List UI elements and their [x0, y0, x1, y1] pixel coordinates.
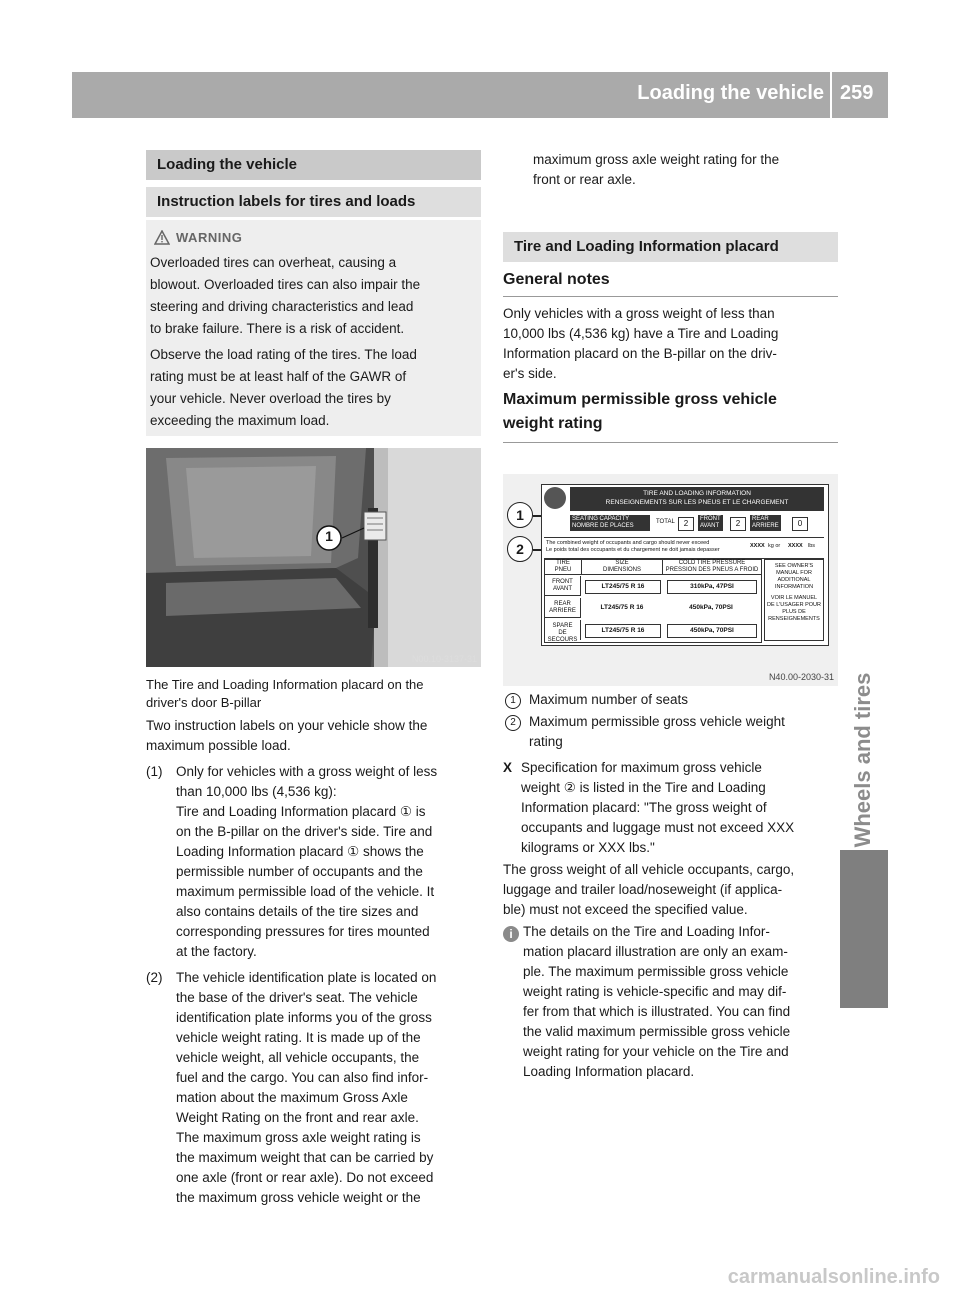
col-tire-text: PNEU: [554, 567, 572, 573]
see-manual-box: [764, 559, 824, 641]
item1-line: at the factory.: [176, 944, 257, 959]
general-line: er's side.: [503, 366, 557, 381]
row-spare-text: DE SECOURS: [547, 630, 578, 643]
figure-code: N40.00-2030-31: [768, 672, 834, 682]
warning-line: to brake failure. There is a risk of accident.: [150, 321, 405, 336]
warning-line: Observe the load rating of the tires. The load: [150, 347, 417, 362]
placard-title-line: RENSEIGNEMENTS SUR LES PNEUS ET LE CHARGEMENT: [605, 499, 789, 506]
seating-text: SEATING CAPACITY: [572, 516, 630, 522]
instruction-line: occupants and luggage must not exceed XXX: [521, 820, 795, 835]
front-value: 2: [730, 517, 746, 531]
item2-line: vehicle weight rating. It is made up of the: [176, 1030, 421, 1045]
warning-label: WARNING: [176, 230, 243, 245]
item1-line: on the B-pillar on the driver's side. Tire and: [176, 824, 433, 839]
voir-manuel-text: VOIR LE MANUEL DE L'USAGER POUR PLUS DE RENSEIGNEMENTS: [767, 595, 821, 622]
seating-label: [570, 515, 650, 531]
row-rear: [545, 598, 581, 618]
col-size-text: SIZE: [615, 560, 629, 566]
warning-line: Overloaded tires can overheat, causing a: [150, 255, 397, 270]
intro-line: maximum possible load.: [146, 738, 291, 753]
legend-text-2: Maximum permissible gross vehicle weight: [529, 714, 785, 729]
item1-line: Only for vehicles with a gross weight of less: [176, 764, 438, 779]
weight-line: The combined weight of occupants and cargo should never exceed: [546, 540, 710, 546]
warning-text-2: [150, 344, 478, 432]
item2-line: fuel and the cargo. You can also find infor-: [176, 1070, 429, 1085]
front-text: FRONT: [700, 516, 721, 522]
continued-line: front or rear axle.: [533, 172, 636, 187]
warning-line: steering and driving characteristics and lead: [150, 299, 414, 314]
info-line: weight rating is vehicle-specific and may dif-: [523, 984, 787, 999]
weight-lbs-value: XXXX: [788, 543, 803, 549]
col-tire: [545, 560, 582, 575]
section-title-loading: Loading the vehicle: [146, 150, 481, 180]
item1-line: than 10,000 lbs (4,536 kg):: [176, 784, 337, 799]
instruction-line: weight ② is listed in the Tire and Loading: [521, 780, 766, 795]
item1-line: also contains details of the tire sizes and: [176, 904, 419, 919]
heading-rule: [503, 296, 838, 297]
heading-rule: [503, 442, 838, 443]
legend-num-2: 2: [505, 715, 521, 731]
header-divider: [830, 72, 832, 118]
col-size: [582, 560, 663, 575]
item2-line: The maximum gross axle weight rating is: [176, 1130, 421, 1145]
seat-illustration: [146, 448, 481, 667]
info-line: Loading Information placard.: [523, 1064, 695, 1079]
placard-title-line: TIRE AND LOADING INFORMATION: [643, 490, 751, 497]
gross-line: The gross weight of all vehicle occupants, cargo,: [503, 862, 795, 877]
instruction-line: Information placard: "The gross weight of: [521, 800, 767, 815]
legend-item-2: [503, 712, 838, 752]
warning-line: your vehicle. Never overload the tires by: [150, 391, 391, 406]
gross-line: luggage and trailer load/noseweight (if applica-: [503, 882, 783, 897]
item1-line: Tire and Loading Information placard ① is: [176, 804, 426, 819]
caption-line: driver's door B-pillar: [146, 695, 262, 710]
footer-watermark: carmanualsonline.info: [727, 1266, 940, 1288]
row-spare: [545, 620, 581, 643]
tire-size-front: LT245/75 R 16: [585, 580, 661, 594]
tire-table: [544, 559, 762, 643]
tire-size-rear: LT245/75 R 16: [600, 604, 644, 611]
weight-row: [544, 537, 824, 559]
info-icon: i: [503, 926, 519, 942]
rear-text: ARRIERE: [752, 523, 779, 529]
warning-text-1: [150, 252, 478, 340]
item2-line: the maximum weight that can be carried by: [176, 1150, 434, 1165]
item2-marker: (2): [146, 970, 163, 985]
total-label: TOTAL: [656, 519, 675, 525]
weight-lbs-unit: lbs: [808, 543, 816, 549]
info-line: ple. The maximum permissible gross vehicle: [523, 964, 789, 979]
item2-line: the maximum gross vehicle weight or the: [176, 1190, 421, 1205]
legend-text-2: rating: [529, 734, 563, 749]
info-line: fer from that which is illustrated. You can find: [523, 1004, 791, 1019]
pressure-rear: 450kPa, 70PSI: [689, 604, 733, 611]
tire-size-spare: LT245/75 R 16: [585, 624, 661, 638]
col-tire-text: TIRE: [556, 560, 570, 566]
placard-title: [570, 487, 824, 511]
info-line: weight rating for your vehicle on the Tire and: [523, 1044, 789, 1059]
caption-line: The Tire and Loading Information placard on the: [146, 677, 424, 692]
general-notes-text: [503, 304, 838, 384]
info-note: [523, 922, 838, 1082]
item2-line: identification plate informs you of the gross: [176, 1010, 432, 1025]
subsection-title-labels: Instruction labels for tires and loads: [146, 187, 481, 217]
section-title-placard: Tire and Loading Information placard: [503, 232, 838, 262]
row-spare-text: SPARE: [552, 623, 573, 629]
warning-line: rating must be at least half of the GAWR of: [150, 369, 407, 384]
photo-caption: [146, 676, 481, 712]
tire-logo-icon: [544, 487, 566, 509]
general-line: Only vehicles with a gross weight of less than: [503, 306, 775, 321]
front-text: AVANT: [700, 523, 720, 529]
instruction-line: Specification for maximum gross vehicle: [521, 760, 762, 775]
heading-line: weight rating: [503, 415, 603, 432]
warning-box: [146, 220, 481, 436]
rear-text: REAR: [752, 516, 769, 522]
intro-line: Two instruction labels on your vehicle show the: [146, 718, 428, 733]
see-manual-text: SEE OWNER'S MANUAL FOR ADDITIONAL INFORMATION: [774, 563, 814, 590]
placard-figure: [503, 474, 838, 686]
item1-line: permissible number of occupants and the: [176, 864, 423, 879]
continued-line: maximum gross axle weight rating for the: [533, 152, 780, 167]
figure-callout-1: 1: [507, 502, 533, 528]
instruction-text: [521, 758, 838, 858]
figure-callout-2: 2: [507, 536, 533, 562]
seating-row: [570, 513, 824, 533]
general-line: Information placard on the B-pillar on the driv-: [503, 346, 777, 361]
item1-line: Loading Information placard ① shows the: [176, 844, 424, 859]
figure-legend: [503, 690, 838, 752]
legend-num-1: 1: [505, 693, 521, 709]
instruction-line: kilograms or XXX lbs.": [521, 840, 655, 855]
warning-line: exceeding the maximum load.: [150, 413, 330, 428]
col-size-text: DIMENSIONS: [602, 567, 641, 573]
item2-line: vehicle weight, all vehicle occupants, the: [176, 1050, 420, 1065]
legend-item-1: [503, 690, 838, 710]
item2-text: [176, 968, 481, 1208]
weight-kg-unit: kg or: [768, 543, 781, 549]
item1-marker: (1): [146, 764, 163, 779]
running-header-title: Loading the vehicle: [637, 82, 824, 104]
chapter-tab-label: Wheels and tires: [850, 672, 875, 848]
photo-callout-1: 1: [325, 528, 333, 544]
seat-b-pillar-photo: [146, 448, 481, 667]
col-pressure-text: PRESSION DES PNEUS A FROID: [665, 567, 759, 573]
item2-line: the base of the driver's seat. The vehicle: [176, 990, 418, 1005]
item1-line: maximum permissible load of the vehicle. It: [176, 884, 435, 899]
item1-line: corresponding pressures for tires mounted: [176, 924, 430, 939]
row-front: [545, 576, 581, 596]
intro-paragraph: [146, 716, 481, 756]
info-line: mation placard illustration are only an exam-: [523, 944, 788, 959]
front-label: [698, 515, 723, 531]
pressure-front: 310kPa, 47PSI: [667, 580, 757, 594]
chapter-tab-marker: [840, 850, 888, 1008]
warning-line: blowout. Overloaded tires can also impair the: [150, 277, 421, 292]
rear-value: 0: [792, 517, 808, 531]
continued-text: [533, 150, 838, 190]
heading-general-notes: General notes: [503, 271, 610, 288]
page-number: 259: [840, 82, 874, 104]
instruction-marker: X: [503, 760, 513, 775]
total-value: 2: [678, 517, 694, 531]
rear-label: [750, 515, 781, 531]
gross-line: ble) must not exceed the specified value.: [503, 902, 748, 917]
heading-max-gvwr: [503, 388, 838, 436]
heading-line: Maximum permissible gross vehicle: [503, 391, 777, 408]
row-front-text: AVANT: [552, 586, 573, 592]
info-line: the valid maximum permissible gross vehicle: [523, 1024, 791, 1039]
weight-text: [546, 540, 746, 554]
weight-line: Le poids total des occupants et du chargement ne doit jamais depasser: [546, 547, 720, 553]
row-rear-text: ARRIERE: [549, 608, 576, 614]
gross-weight-paragraph: [503, 860, 838, 920]
row-front-text: FRONT: [552, 579, 573, 585]
col-pressure-text: COLD TIRE PRESSURE: [678, 560, 746, 566]
legend-text-1: Maximum number of seats: [529, 692, 689, 707]
item2-line: one axle (front or rear axle). Do not exceed: [176, 1170, 434, 1185]
warning-icon: [154, 230, 170, 250]
pressure-spare: 450kPa, 70PSI: [667, 624, 757, 638]
item2-line: Weight Rating on the front and rear axle.: [176, 1110, 419, 1125]
row-rear-text: REAR: [554, 601, 571, 607]
tire-loading-placard: [541, 484, 829, 646]
item1-text: [176, 762, 481, 962]
item2-line: mation about the maximum Gross Axle: [176, 1090, 408, 1105]
seating-text: NOMBRE DE PLACES: [572, 523, 634, 529]
col-pressure: [663, 560, 761, 575]
photo-code: N00.10-3137-31: [411, 654, 477, 664]
weight-kg-value: XXXX: [750, 543, 765, 549]
item2-line: The vehicle identification plate is located on: [176, 970, 437, 985]
info-line: The details on the Tire and Loading Infor-: [523, 924, 770, 939]
general-line: 10,000 lbs (4,536 kg) have a Tire and Loading: [503, 326, 779, 341]
